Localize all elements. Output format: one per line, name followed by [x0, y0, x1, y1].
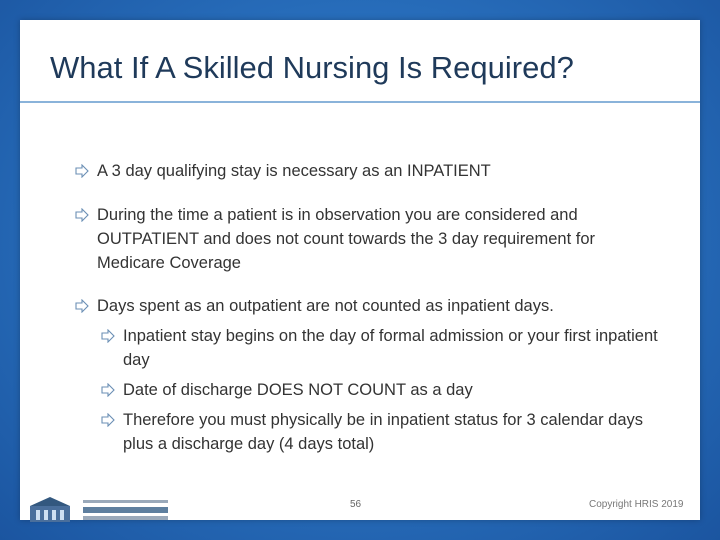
- slide-canvas: [20, 20, 700, 520]
- bullet-text: Date of discharge DOES NOT COUNT as a day: [123, 381, 473, 399]
- slide-title: What If A Skilled Nursing Is Required?: [50, 50, 574, 85]
- copyright-text: Copyright HRIS 2019: [589, 499, 684, 510]
- bullet-text: Days spent as an outpatient are not counted as inpatient days.: [97, 297, 554, 315]
- bullet-text: Inpatient stay begins on the day of formal admission or your first inpatient day: [123, 327, 658, 369]
- page-number: 56: [350, 499, 362, 510]
- bullet-text: During the time a patient is in observation you are considered and OUTPATIENT and does not count towards the 3 day requirement for Medicare Coverage: [97, 206, 595, 272]
- title-divider: [20, 101, 700, 103]
- building-logo-icon: [28, 494, 173, 524]
- bullet-text: Therefore you must physically be in inpatient status for 3 calendar days plus a discharge day (4 days total): [123, 411, 644, 453]
- bullet-text: A 3 day qualifying stay is necessary as an INPATIENT: [97, 162, 491, 180]
